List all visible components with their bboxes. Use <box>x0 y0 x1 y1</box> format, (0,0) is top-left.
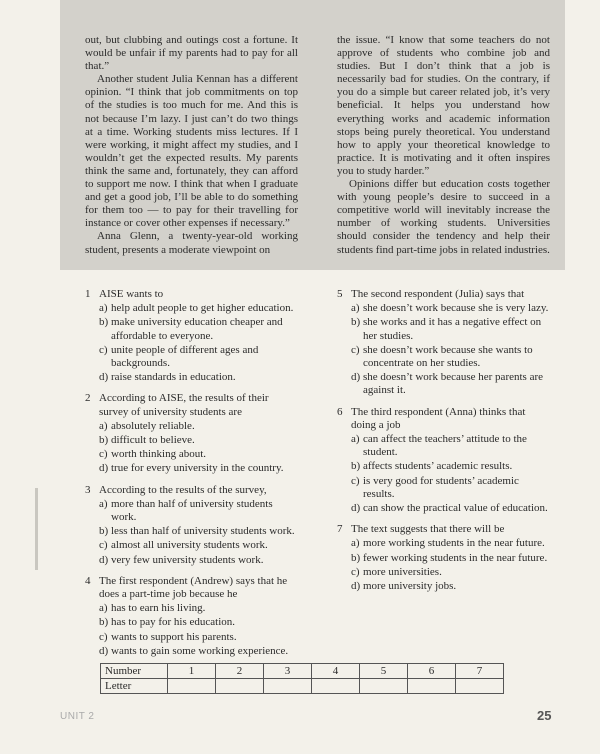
margin-mark <box>35 488 38 570</box>
passage-paragraph: Opinions differ but education costs together with young people’s desire to succeed in a competitive world will inevitably increase the number of working students. Universities should consider the tendency and help their students find part-time jobs in related industries. <box>337 178 550 256</box>
option-text: wants to gain some working experience. <box>111 644 289 657</box>
question-stem-row <box>85 575 300 601</box>
answer-option[interactable] <box>85 602 300 615</box>
number-row-label: Number <box>101 664 168 679</box>
option-letter: a) <box>99 302 108 315</box>
answer-option[interactable] <box>85 420 300 433</box>
passage-paragraph: Another student Julia Kennan has a different opinion. “I think that job commitments on top of the studies is too much for me. And this is not because I’m lazy. I just can’t do two things at a time. Working students miss lectures. If I were working, it might affect my studies, and I wouldn’t get the expected results. My parents think the same and, fortunately, they can afford to support me now. I think that when I graduate and get a good job, I’ll be able to do something for them too — to pay for their travelling for instance or cover other expenses if necessary.” <box>85 73 298 230</box>
answer-option[interactable] <box>337 302 552 315</box>
answer-option[interactable] <box>85 525 300 538</box>
answer-option[interactable] <box>85 316 300 342</box>
answer-option[interactable] <box>85 344 300 370</box>
option-text: absolutely reliable. <box>111 419 195 432</box>
option-letter: c) <box>99 343 108 356</box>
question-stem-row <box>85 288 300 301</box>
questions-column-right <box>337 288 552 601</box>
question-number: 2 <box>85 392 91 405</box>
option-text: she works and it has a negative effect on her studies. <box>363 316 542 342</box>
answer-option[interactable] <box>85 645 300 658</box>
answer-table <box>100 663 504 694</box>
option-text: worth thinking about. <box>111 448 207 461</box>
answer-option[interactable] <box>337 371 552 397</box>
answer-option[interactable] <box>337 537 552 550</box>
answer-option[interactable] <box>85 462 300 475</box>
question-number: 4 <box>85 574 91 587</box>
unit-label: UNIT 2 <box>60 711 95 722</box>
question-stem: The third respondent (Anna) thinks that doing a job <box>351 405 526 431</box>
option-text: affects students’ academic results. <box>363 460 513 473</box>
option-letter: c) <box>99 539 108 552</box>
option-text: more universities. <box>363 565 442 578</box>
passage-column-left <box>85 34 298 257</box>
number-cell: 6 <box>408 664 456 679</box>
option-text: unite people of different ages and backgrounds. <box>111 343 259 370</box>
page-number: 25 <box>537 708 552 723</box>
question-6 <box>337 406 552 516</box>
option-letter: a) <box>99 419 108 432</box>
question-stem: The second respondent (Julia) says that <box>351 288 525 300</box>
questions-column-left <box>85 288 300 666</box>
option-text: can show the practical value of education. <box>363 502 548 515</box>
question-number: 1 <box>85 288 91 300</box>
question-number: 5 <box>337 288 343 300</box>
option-letter: c) <box>99 630 108 643</box>
option-letter: a) <box>351 302 360 315</box>
letter-answer-cell[interactable] <box>312 679 360 694</box>
option-text: more than half of university students work. <box>111 497 273 524</box>
option-letter: a) <box>99 497 108 510</box>
option-letter: d) <box>99 644 109 657</box>
answer-option[interactable] <box>85 302 300 315</box>
option-text: wants to support his parents. <box>111 630 237 643</box>
option-text: she doesn’t work because her parents are against it. <box>363 371 544 397</box>
answer-option[interactable] <box>337 475 552 501</box>
answer-option[interactable] <box>337 552 552 565</box>
letter-row-label: Letter <box>101 679 168 694</box>
option-text: she doesn’t work because she wants to concentrate on her studies. <box>363 343 533 370</box>
option-text: very few university students work. <box>111 553 264 566</box>
number-cell: 4 <box>312 664 360 679</box>
answer-option[interactable] <box>85 498 300 524</box>
number-cell: 3 <box>264 664 312 679</box>
question-stem: According to AISE, the results of their survey of university students are <box>99 392 269 418</box>
number-cell: 5 <box>360 664 408 679</box>
answer-option[interactable] <box>85 631 300 644</box>
option-text: less than half of university students work. <box>111 525 295 538</box>
option-letter: d) <box>99 553 109 566</box>
question-stem-row <box>85 392 300 418</box>
option-text: almost all university students work. <box>111 539 268 552</box>
option-letter: c) <box>351 343 360 356</box>
question-stem: According to the results of the survey, <box>99 483 267 496</box>
question-stem-row <box>337 406 552 432</box>
option-letter: c) <box>99 448 108 461</box>
question-stem-row <box>337 288 552 301</box>
answer-option[interactable] <box>337 460 552 473</box>
letter-answer-cell[interactable] <box>216 679 264 694</box>
option-text: has to earn his living. <box>111 602 206 615</box>
letter-answer-cell[interactable] <box>168 679 216 694</box>
option-text: difficult to believe. <box>111 434 195 447</box>
letter-answer-cell[interactable] <box>264 679 312 694</box>
option-letter: d) <box>99 371 109 384</box>
option-text: true for every university in the country. <box>111 462 284 475</box>
option-letter: d) <box>99 462 109 475</box>
option-letter: a) <box>351 537 360 550</box>
question-number: 7 <box>337 523 343 536</box>
option-letter: c) <box>351 474 360 487</box>
option-letter: c) <box>351 565 360 578</box>
option-text: she doesn’t work because she is very lazy. <box>363 302 549 315</box>
option-letter: b) <box>351 551 361 564</box>
question-2 <box>85 392 300 475</box>
question-stem: AISE wants to <box>99 288 164 300</box>
option-letter: b) <box>99 434 109 447</box>
option-letter: d) <box>351 502 361 515</box>
option-text: more university jobs. <box>363 580 457 593</box>
answer-option[interactable] <box>337 433 552 459</box>
answer-option[interactable] <box>337 566 552 579</box>
answer-option[interactable] <box>85 448 300 461</box>
answer-option[interactable] <box>337 316 552 342</box>
answer-table-number-row <box>101 664 504 679</box>
passage-paragraph: Anna Glenn, a twenty-year-old working student, presents a moderate viewpoint on <box>85 230 298 256</box>
option-text: has to pay for his education. <box>111 616 236 629</box>
option-letter: b) <box>99 616 109 629</box>
passage-column-right <box>337 34 550 257</box>
option-text: can affect the teachers’ attitude to the student. <box>363 433 527 459</box>
answer-option[interactable] <box>85 434 300 447</box>
answer-option[interactable] <box>337 580 552 593</box>
option-letter: a) <box>99 602 108 615</box>
option-text: is very good for students’ academic results. <box>363 474 519 500</box>
question-1 <box>85 288 300 384</box>
letter-answer-cell[interactable] <box>360 679 408 694</box>
option-text: raise standards in education. <box>111 371 236 384</box>
question-stem: The first respondent (Andrew) says that he does a part-time job because he <box>99 574 288 601</box>
option-letter: b) <box>99 316 109 329</box>
letter-answer-cell[interactable] <box>408 679 456 694</box>
passage-paragraph: the issue. “I know that some teachers do not approve of students who combine job and studies. But I don’t think that a job is necessarily bad for studies. On the contrary, if you do a simple but career related job, it’s very beneficial. It helps you understand how everything works and academic information stops being purely theoretical. You understand how to apply your theoretical knowledge to practice. It is motivating and it often inspires you to study harder.” <box>337 34 550 177</box>
option-text: more working students in the near future. <box>363 537 545 550</box>
option-text: help adult people to get higher education. <box>111 302 294 315</box>
option-letter: a) <box>351 433 360 446</box>
question-stem: The text suggests that there will be <box>351 523 505 536</box>
option-text: fewer working students in the near future. <box>363 551 548 564</box>
question-number: 6 <box>337 405 343 418</box>
answer-table-letter-row <box>101 679 504 694</box>
option-letter: d) <box>351 371 361 384</box>
question-4 <box>85 575 300 658</box>
answer-option[interactable] <box>85 616 300 629</box>
number-cell: 2 <box>216 664 264 679</box>
option-letter: b) <box>351 460 361 473</box>
letter-answer-cell[interactable] <box>456 679 504 694</box>
option-letter: d) <box>351 580 361 593</box>
question-number: 3 <box>85 483 91 496</box>
question-3 <box>85 484 300 567</box>
answer-option[interactable] <box>85 371 300 384</box>
answer-option[interactable] <box>85 539 300 552</box>
option-text: make university education cheaper and affordable to everyone. <box>111 316 283 342</box>
number-cell: 7 <box>456 664 504 679</box>
option-letter: b) <box>99 525 109 538</box>
question-stem-row <box>337 523 552 536</box>
option-letter: b) <box>351 316 361 329</box>
question-7 <box>337 523 552 593</box>
question-stem-row <box>85 484 300 497</box>
answer-option[interactable] <box>337 344 552 370</box>
answer-option[interactable] <box>337 502 552 515</box>
passage-paragraph: out, but clubbing and outings cost a fortune. It would be unfair if my parents had to pay for all that.” <box>85 34 298 73</box>
answer-option[interactable] <box>85 554 300 567</box>
question-5 <box>337 288 552 398</box>
number-cell: 1 <box>168 664 216 679</box>
